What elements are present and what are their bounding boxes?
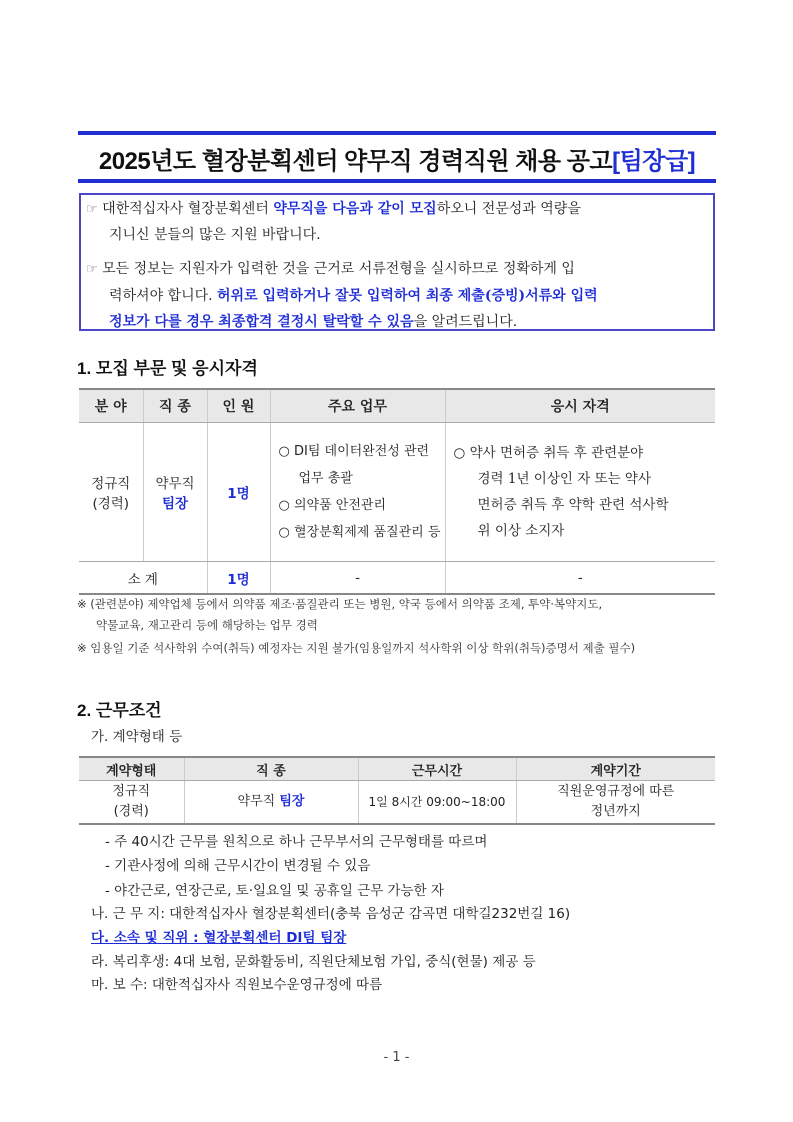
note-masters: ※ 임용일 기준 석사학위 수여(취득) 예정자는 지원 불가(임용일까지 석사학위 이상 학위(취득)증명서 제출 필수) [77, 641, 636, 655]
count-cell: 1명 [207, 423, 270, 562]
notice-text: 모든 정보는 지원자가 입력한 것을 근거로 서류전형을 실시하므로 정확하게 입 [102, 261, 575, 277]
header-hours: 근무시간 [358, 757, 516, 781]
duties-cell [270, 423, 445, 562]
subtotal-row [79, 562, 715, 595]
table-header-row [79, 389, 715, 423]
notice-p2-line1 [86, 258, 575, 278]
qual-line: ○ 약사 면허증 취득 후 관련분야 [453, 445, 644, 461]
notice-p2-line3 [109, 311, 517, 331]
job-line: 약무직 [155, 476, 195, 492]
contract-line: (경력) [113, 804, 149, 819]
table-header-row [79, 757, 715, 781]
notice-text: 을 알려드립니다. [413, 314, 518, 330]
contract-line: 정규직 [112, 784, 151, 799]
header-duties: 주요 업무 [270, 389, 445, 423]
qual-line: 면허증 취득 후 약학 관련 석사학 [477, 497, 669, 513]
note-related-field-cont: 약물교육, 재고관리 등에 해당하는 업무 경력 [96, 618, 318, 632]
notice-emphasis: 정보가 다를 경우 최종합격 결정시 탈락할 수 있음 [109, 314, 414, 330]
header-count: 인 원 [207, 389, 270, 423]
duty-item: ○ 혈장분획제제 품질관리 등 [278, 525, 441, 540]
job-cell [143, 423, 207, 562]
note-related-field: ※ (관련분야) 제약업체 등에서 의약품 제조·품질관리 또는 병원, 약국 등에서 의약품 조제, 투약·복약지도, [77, 597, 603, 611]
page-title [78, 141, 716, 176]
subtotal-quals: - [445, 562, 715, 595]
section2-heading: 2. 근무조건 [77, 701, 162, 720]
job-cell [184, 781, 358, 825]
period-line: 정년까지 [590, 804, 641, 819]
duty-item: ○ DI팀 데이터완전성 관련 [278, 444, 430, 459]
work-location: 나. 근 무 지: 대한적십자사 혈장분획센터(충북 음성군 감곡면 대학길232번길 16) [91, 906, 571, 922]
job-title: 팀장 [161, 496, 189, 512]
contract-table-wrap [79, 756, 715, 825]
notice-text: 대한적십자사 혈장분획센터 [102, 201, 274, 217]
title-highlight: [팀장급] [612, 148, 696, 175]
notice-emphasis: 약무직을 다음과 같이 모집 [273, 201, 437, 217]
recruitment-table [79, 388, 715, 595]
period-line: 직원운영규정에 따른 [557, 784, 675, 799]
field-cell [79, 423, 143, 562]
position-line: 다. 소속 및 직위 : 혈장분획센터 DI팀 팀장 [91, 930, 347, 946]
recruitment-table-wrap [79, 388, 715, 595]
contract-table [79, 756, 715, 825]
table-row [79, 781, 715, 825]
table-row [79, 423, 715, 562]
pointing-hand-icon: ☞ [86, 202, 98, 217]
quals-cell [445, 423, 715, 562]
condition-bullet: - 주 40시간 근무를 원칙으로 하나 근무부서의 근무형태를 따르며 [105, 834, 488, 850]
job-title: 팀장 [279, 794, 305, 809]
header-contract: 계약형태 [79, 757, 184, 781]
notice-p1-line1 [86, 198, 581, 218]
header-period: 계약기간 [516, 757, 715, 781]
page-number: - 1 - [383, 1050, 410, 1065]
sub-heading-contract: 가. 계약형태 등 [91, 729, 183, 745]
section1-heading: 1. 모집 부문 및 응시자격 [77, 359, 258, 378]
salary-line: 마. 보 수: 대한적십자사 직원보수운영규정에 따름 [91, 977, 383, 993]
subtotal-label: 소 계 [79, 562, 207, 595]
period-cell [516, 781, 715, 825]
duty-item: 업무 총괄 [298, 471, 353, 486]
header-quals: 응시 자격 [445, 389, 715, 423]
qual-line: 위 이상 소지자 [477, 523, 565, 539]
field-line: 정규직 [91, 476, 131, 492]
field-line: (경력) [92, 496, 130, 512]
notice-text: 하오니 전문성과 역량을 [436, 201, 581, 217]
header-job: 직 종 [184, 757, 358, 781]
title-main: 2025년도 혈장분획센터 약무직 경력직원 채용 공고 [98, 148, 613, 175]
notice-text: 력하셔야 합니다. [109, 288, 218, 304]
contract-cell [79, 781, 184, 825]
header-job: 직 종 [143, 389, 207, 423]
header-field: 분 야 [79, 389, 143, 423]
subtotal-duties: - [270, 562, 445, 595]
subtotal-count: 1명 [207, 562, 270, 595]
notice-p2-line2 [109, 285, 598, 305]
benefits-line: 라. 복리후생: 4대 보험, 문화활동비, 직원단체보험 가입, 중식(현물) 제공 등 [91, 954, 536, 970]
notice-emphasis: 허위로 입력하거나 잘못 입력하여 최종 제출(증빙)서류와 입력 [217, 288, 598, 304]
hours-cell: 1일 8시간 09:00~18:00 [358, 781, 516, 825]
pointing-hand-icon: ☞ [86, 262, 98, 277]
notice-p1-line2: 지니신 분들의 많은 지원 바랍니다. [109, 227, 321, 243]
duty-item: ○ 의약품 안전관리 [278, 498, 387, 513]
condition-bullet: - 기관사정에 의해 근무시간이 변경될 수 있음 [105, 858, 371, 874]
qual-line: 경력 1년 이상인 자 또는 약사 [477, 471, 651, 487]
condition-bullet: - 야간근로, 연장근로, 토·일요일 및 공휴일 근무 가능한 자 [105, 883, 444, 899]
job-text: 약무직 [237, 794, 280, 809]
